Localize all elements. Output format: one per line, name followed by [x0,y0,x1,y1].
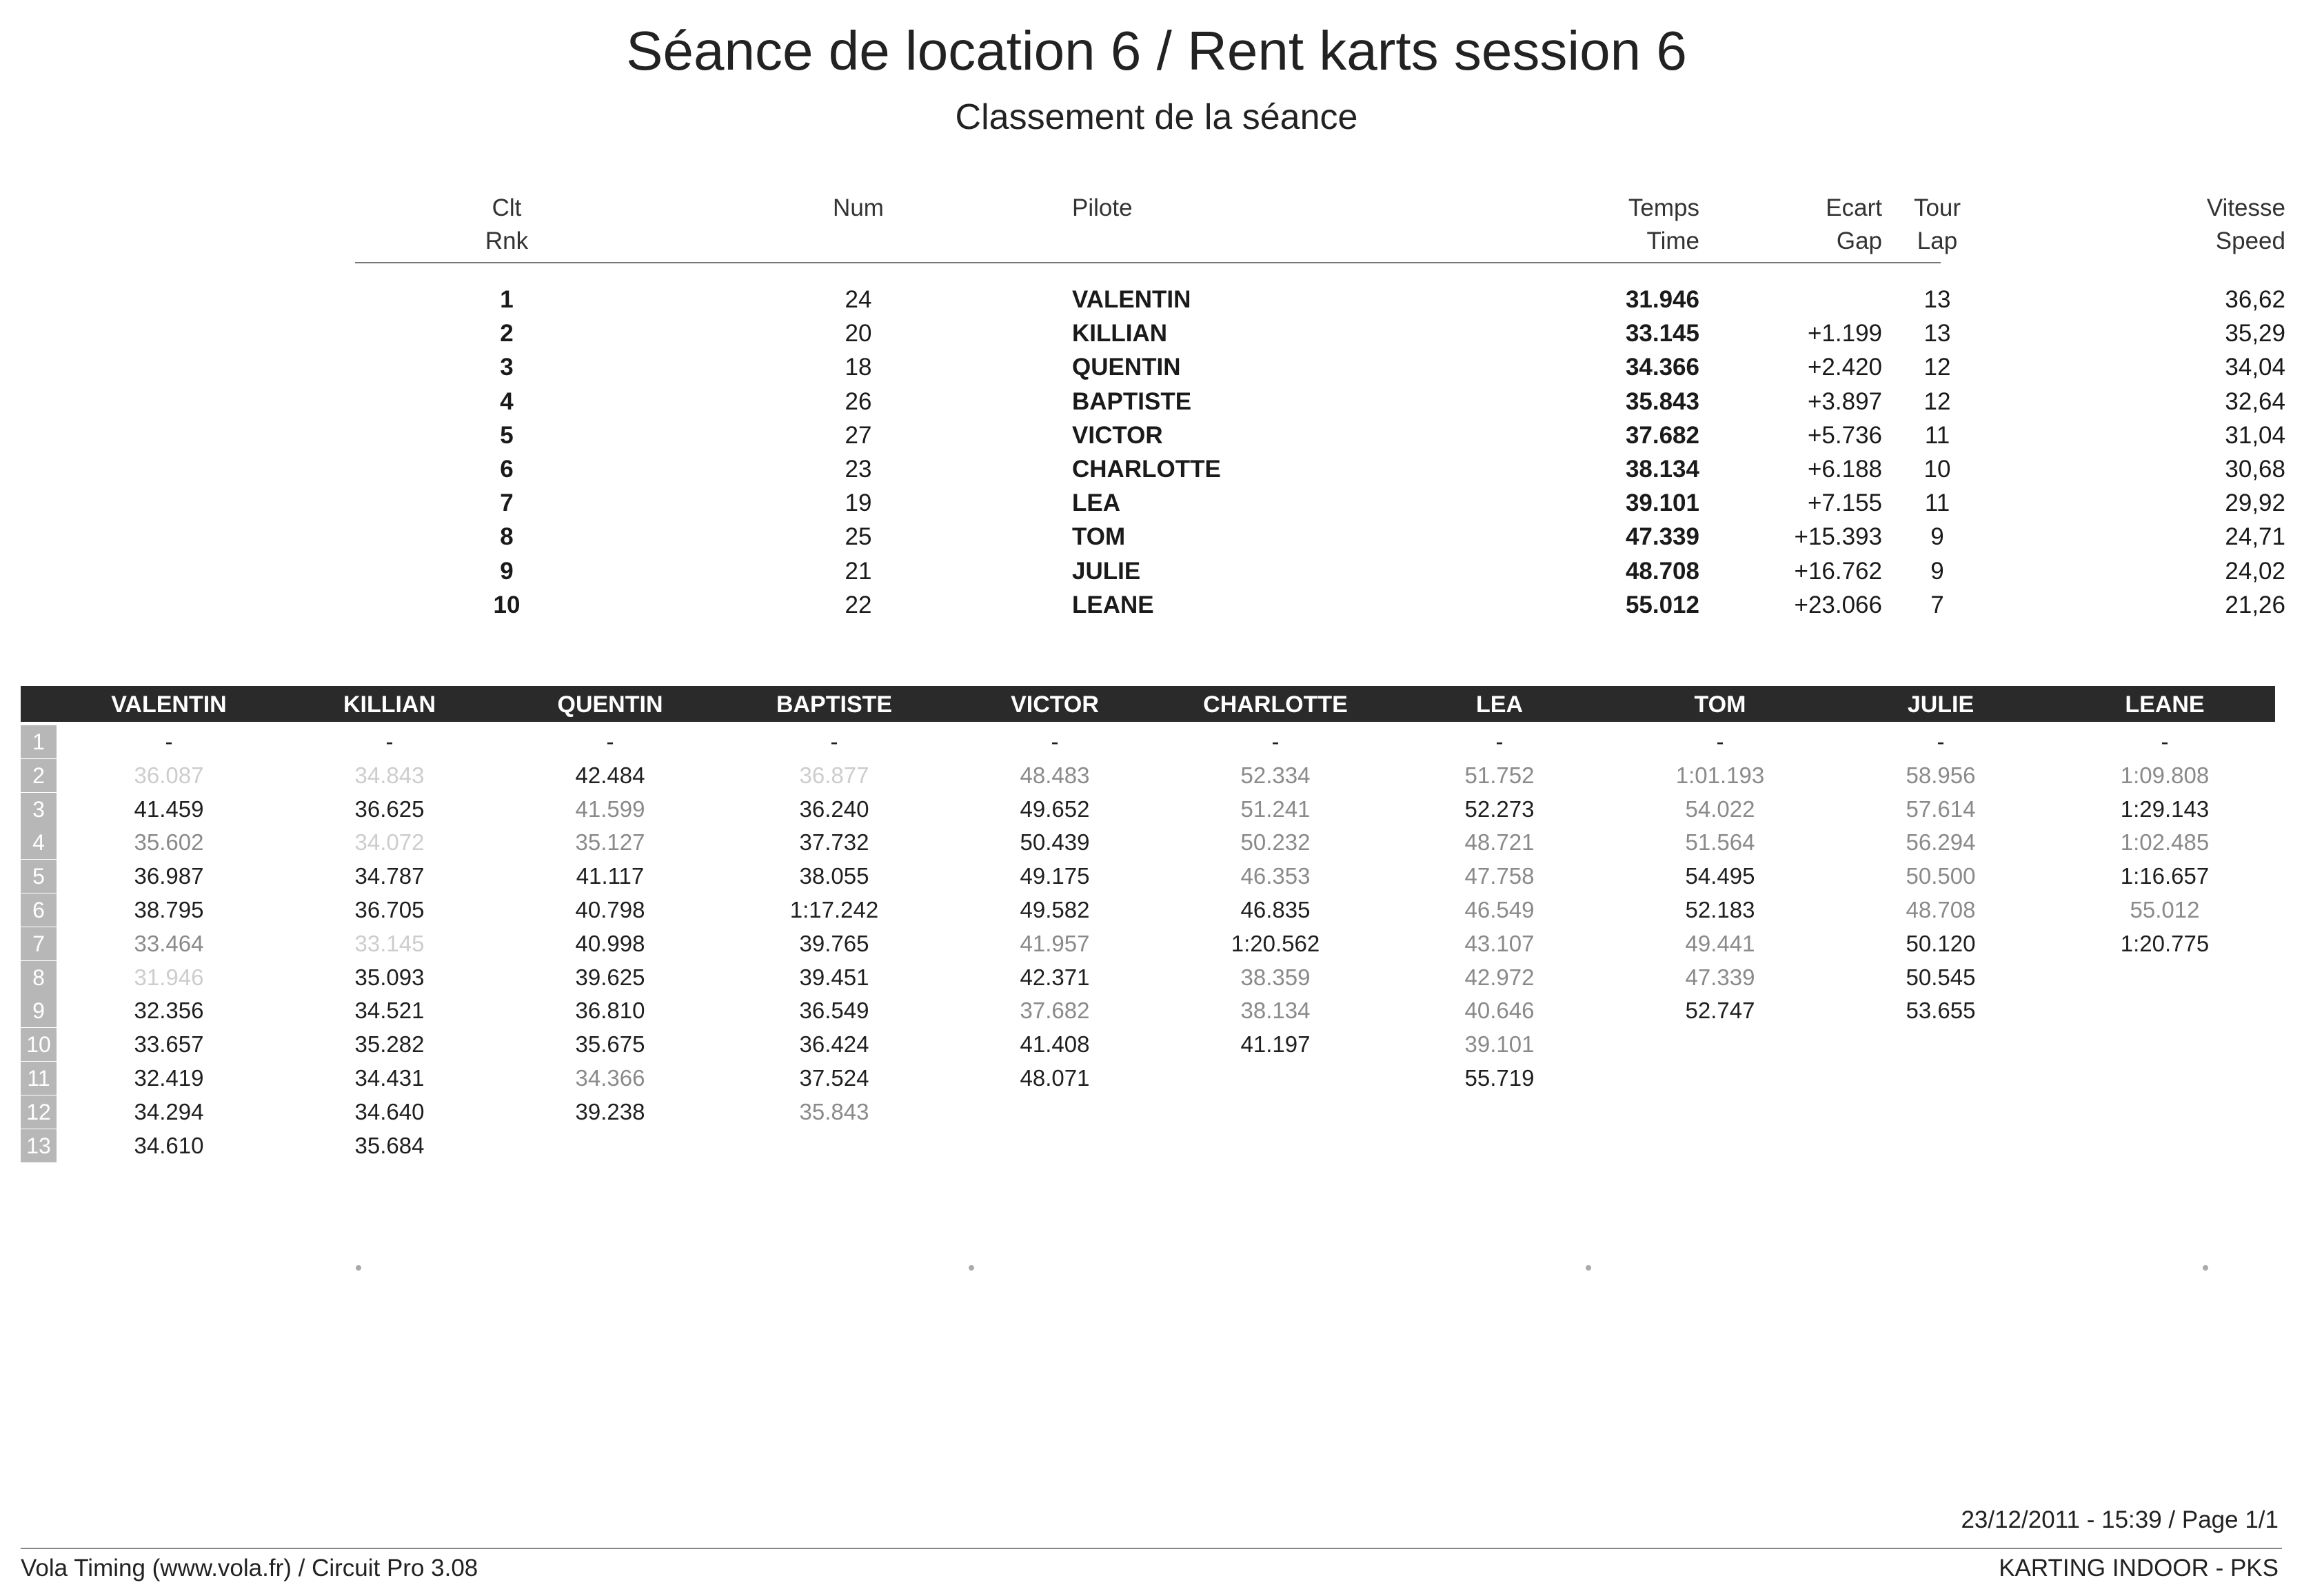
lap-time-cell: 39.238 [575,1098,645,1124]
lap-time-cell: 47.758 [1464,863,1535,889]
lap-time-cell: - [165,729,173,754]
lap-time-cell [1165,1062,1386,1095]
ranking-row [355,489,2285,523]
lap-time-cell: 40.998 [575,930,645,956]
lap-time-cell: 50.232 [1240,829,1311,856]
lap-time-cell: - [1716,729,1724,754]
lap-time-cell: 32.356 [134,998,204,1024]
lap-time-cell: 46.835 [1240,897,1311,922]
lap-time-cell: 34.072 [354,829,425,856]
lap-time-cell [1830,1028,2051,1061]
gap-cell: +5.736 [1807,421,1882,449]
lap-time-cell [945,1095,1165,1129]
lap-count-cell: 12 [1923,354,1951,381]
footer-rule [21,1548,2282,1549]
driver-column-header: LEANE [2125,691,2205,718]
lap-time-cell [1830,1062,2051,1095]
lap-count-cell: 13 [1923,286,1951,313]
lap-time-cell: 39.765 [799,930,869,956]
ranking-row [355,354,2285,387]
speed-cell: 32,64 [2225,387,2285,415]
lap-time-cell: 36.087 [134,762,204,788]
lap-count-cell: 12 [1923,387,1951,415]
speed-cell: 36,62 [2225,286,2285,313]
lap-time-cell: 49.441 [1685,930,1755,956]
lap-time-cell: - [606,729,614,754]
lap-time-cell [2054,1129,2275,1162]
lap-time-cell: 52.747 [1685,998,1755,1024]
lap-time-cell: 42.371 [1020,964,1090,990]
lap-times-header [21,686,2275,722]
lap-time-cell: 36.810 [575,998,645,1024]
lap-count-cell: 11 [1924,489,1950,517]
footer-venue: KARTING INDOOR - PKS [1999,1555,2279,1582]
lap-time-cell: 1:29.143 [2120,796,2210,822]
lap-time-cell: 37.524 [799,1065,869,1091]
lap-time-cell: 41.197 [1240,1031,1311,1058]
number-cell: 24 [845,286,872,313]
lap-number: 1 [21,725,57,758]
lap-number: 12 [21,1095,57,1129]
lap-time-cell: 46.353 [1240,863,1311,889]
ranking-row [355,320,2285,353]
lap-number: 11 [21,1062,57,1095]
pilot-cell: LEANE [1072,591,1154,618]
lap-count-cell: 7 [1930,591,1944,618]
header-speed-en: Speed [2215,228,2285,254]
lap-time-cell: 52.334 [1240,762,1311,788]
driver-column-header: CHARLOTTE [1203,691,1348,718]
lap-number: 13 [21,1129,57,1162]
rank-cell: 6 [500,456,514,483]
header-rule [355,262,1941,263]
gap-cell: +15.393 [1794,523,1882,551]
lap-time-cell: 48.483 [1020,762,1090,788]
lap-time-cell: 47.339 [1685,964,1755,990]
rank-cell: 10 [493,591,521,618]
lap-time-cell [1165,1129,1386,1162]
pilot-cell: QUENTIN [1072,354,1181,381]
lap-time-cell: 38.055 [799,863,869,889]
number-cell: 23 [845,456,872,483]
lap-time-cell: 49.175 [1020,863,1090,889]
gap-cell: +1.199 [1807,320,1882,347]
lap-time-cell [1389,1129,1610,1162]
pilot-cell: VALENTIN [1072,286,1191,313]
lap-time-cell: 34.787 [354,863,425,889]
header-time-fr: Temps [1628,194,1699,221]
lap-count-cell: 10 [1923,456,1951,483]
ranking-row [355,286,2285,319]
lap-time-cell: 36.240 [799,796,869,822]
lap-time-cell: 39.625 [575,964,645,990]
rank-cell: 5 [500,421,514,449]
header-pilot: Pilote [1072,194,1133,221]
header-num: Num [833,194,884,221]
lap-number: 6 [21,893,57,927]
rank-cell: 8 [500,523,514,551]
number-cell: 21 [845,557,872,585]
lap-time-cell: 48.721 [1464,829,1535,856]
lap-time-cell [1830,1095,2051,1129]
punch-hole-mark [356,1265,361,1271]
lap-time-cell: 34.431 [354,1065,425,1091]
lap-time-cell: 49.652 [1020,796,1090,822]
lap-time-cell [2054,1062,2275,1095]
rank-cell: 3 [500,354,514,381]
header-rnk-fr: Clt [492,194,522,221]
rank-cell: 4 [500,387,514,415]
lap-time-cell: 36.987 [134,863,204,889]
time-cell: 48.708 [1625,557,1699,585]
pilot-cell: LEA [1072,489,1120,517]
punch-hole-mark [1586,1265,1591,1271]
header-rnk-en: Rnk [485,228,529,254]
lap-count-cell: 9 [1930,557,1944,585]
number-cell: 27 [845,421,872,449]
gap-cell: +23.066 [1794,591,1882,618]
driver-column-header: KILLIAN [343,691,436,718]
lap-time-cell: 35.282 [354,1031,425,1058]
lap-time-cell: 38.359 [1240,964,1311,990]
lap-time-cell [1610,1028,1830,1061]
number-cell: 19 [845,489,872,517]
lap-time-cell: 55.719 [1464,1065,1535,1091]
lap-time-cell [2054,1095,2275,1129]
lap-time-cell: 35.093 [354,964,425,990]
lap-time-cell: 36.705 [354,897,425,922]
lap-time-cell [1610,1062,1830,1095]
lap-time-cell: 53.655 [1906,998,1976,1024]
speed-cell: 30,68 [2225,456,2285,483]
lap-time-cell: 35.602 [134,829,204,856]
header-gap-en: Gap [1836,228,1882,254]
speed-cell: 35,29 [2225,320,2285,347]
footer-software: Vola Timing (www.vola.fr) / Circuit Pro 3.08 [21,1555,478,1582]
header-time-en: Time [1646,228,1699,254]
lap-time-cell: 35.127 [575,829,645,856]
lap-time-cell: 52.273 [1464,796,1535,822]
time-cell: 37.682 [1625,421,1699,449]
lap-time-cell: 54.022 [1685,796,1755,822]
lap-time-cell: 33.464 [134,930,204,956]
lap-time-cell: 55.012 [2130,897,2200,922]
time-cell: 39.101 [1625,489,1699,517]
lap-number: 7 [21,927,57,960]
lap-time-cell: 31.946 [134,964,204,990]
lap-time-cell: 1:09.808 [2120,762,2210,788]
pilot-cell: JULIE [1072,557,1141,585]
lap-time-cell: 34.640 [354,1098,425,1124]
lap-time-cell: 33.657 [134,1031,204,1058]
lap-time-cell: 32.419 [134,1065,204,1091]
time-cell: 55.012 [1625,591,1699,618]
lap-number: 5 [21,860,57,893]
lap-time-cell [1610,1129,1830,1162]
gap-cell: +16.762 [1794,557,1882,585]
lap-time-cell: 36.549 [799,998,869,1024]
gap-cell: +3.897 [1807,387,1882,415]
driver-column-header: BAPTISTE [776,691,893,718]
lap-time-cell: 41.117 [576,863,645,889]
pilot-cell: VICTOR [1072,421,1163,449]
rank-cell: 7 [500,489,514,517]
lap-time-cell [1165,1095,1386,1129]
lap-count-cell: 13 [1923,320,1951,347]
lap-time-cell: 1:01.193 [1675,762,1765,788]
lap-time-cell: 39.101 [1464,1031,1535,1058]
lap-number: 3 [21,793,57,826]
lap-time-cell [2054,961,2275,994]
lap-time-cell: - [1937,729,1945,754]
lap-time-cell: 33.145 [354,930,425,956]
lap-time-cell: 34.294 [134,1098,204,1124]
number-cell: 25 [845,523,872,551]
lap-time-cell: 51.241 [1240,796,1311,822]
lap-time-cell: - [1271,729,1280,754]
lap-time-cell [2054,1028,2275,1061]
speed-cell: 31,04 [2225,421,2285,449]
lap-time-cell: 34.843 [354,762,425,788]
punch-hole-mark [2203,1265,2208,1271]
driver-column-header: LEA [1476,691,1523,718]
lap-time-cell: - [1051,729,1059,754]
lap-time-cell: 41.459 [134,796,204,822]
punch-hole-mark [969,1265,974,1271]
lap-time-cell: 43.107 [1464,930,1535,956]
ranking-row [355,387,2285,421]
lap-time-cell: 40.646 [1464,998,1535,1024]
lap-time-cell: 41.599 [575,796,645,822]
lap-time-cell: 36.424 [799,1031,869,1058]
lap-number: 2 [21,759,57,792]
page-title: Séance de location 6 / Rent karts session 6 [626,20,1687,81]
lap-time-cell: 50.120 [1906,930,1976,956]
speed-cell: 34,04 [2225,354,2285,381]
ranking-row [355,421,2285,455]
rank-cell: 1 [500,286,514,313]
lap-time-cell: 56.294 [1906,829,1976,856]
rank-cell: 2 [500,320,514,347]
speed-cell: 29,92 [2225,489,2285,517]
lap-time-cell: 58.956 [1906,762,1976,788]
ranking-row [355,456,2285,489]
ranking-row [355,557,2285,591]
lap-time-cell: 41.957 [1020,930,1090,956]
lap-time-cell: 35.843 [799,1098,869,1124]
lap-time-cell: 37.732 [799,829,869,856]
driver-column-header: VICTOR [1011,691,1099,718]
lap-time-cell: 36.877 [799,762,869,788]
lap-time-cell: - [830,729,838,754]
time-cell: 31.946 [1625,286,1699,313]
lap-time-cell: 42.484 [575,762,645,788]
lap-time-cell: 48.708 [1906,897,1976,922]
lap-time-cell [500,1129,720,1162]
lap-time-cell: 54.495 [1685,863,1755,889]
time-cell: 47.339 [1625,523,1699,551]
gap-cell: +6.188 [1807,456,1882,483]
ranking-row [355,591,2285,625]
speed-cell: 21,26 [2225,591,2285,618]
lap-number: 4 [21,826,57,859]
lap-time-cell [1610,1095,1830,1129]
lap-time-cell: 1:02.485 [2120,829,2210,856]
driver-column-header: QUENTIN [557,691,663,718]
speed-cell: 24,02 [2225,557,2285,585]
lap-count-cell: 11 [1924,421,1950,449]
number-cell: 22 [845,591,872,618]
lap-time-cell: 34.521 [354,998,425,1024]
lap-time-cell: 1:20.562 [1231,930,1320,956]
time-cell: 34.366 [1625,354,1699,381]
speed-cell: 24,71 [2225,523,2285,551]
gap-cell: +7.155 [1807,489,1882,517]
lap-time-cell: 35.675 [575,1031,645,1058]
header-gap-fr: Ecart [1826,194,1882,221]
header-lap-fr: Tour [1913,194,1961,221]
pilot-cell: CHARLOTTE [1072,456,1221,483]
pilot-cell: TOM [1072,523,1126,551]
print-date-page: 23/12/2011 - 15:39 / Page 1/1 [1961,1506,2279,1533]
lap-time-cell: 51.564 [1685,829,1755,856]
lap-time-cell: 40.798 [575,897,645,922]
lap-number: 10 [21,1028,57,1061]
lap-number: 8 [21,961,57,994]
time-cell: 38.134 [1625,456,1699,483]
lap-time-cell [945,1129,1165,1162]
header-speed-fr: Vitesse [2206,194,2285,221]
lap-time-cell: 50.545 [1906,964,1976,990]
lap-time-cell: 49.582 [1020,897,1090,922]
lap-time-cell: 34.366 [575,1065,645,1091]
page-subtitle: Classement de la séance [955,97,1358,137]
lap-time-cell: 50.500 [1906,863,1976,889]
lap-time-cell: 38.134 [1240,998,1311,1024]
time-cell: 33.145 [1625,320,1699,347]
header-lap-en: Lap [1917,228,1958,254]
lap-time-cell: 1:17.242 [789,897,879,922]
lap-time-cell [1830,1129,2051,1162]
gap-cell: +2.420 [1807,354,1882,381]
pilot-cell: KILLIAN [1072,320,1168,347]
number-cell: 20 [845,320,872,347]
number-cell: 26 [845,387,872,415]
number-cell: 18 [845,354,872,381]
lap-number: 9 [21,994,57,1027]
lap-time-cell: 37.682 [1020,998,1090,1024]
lap-time-cell [724,1129,945,1162]
lap-time-cell: - [2161,729,2169,754]
lap-time-cell: 1:16.657 [2120,863,2210,889]
lap-time-cell: 46.549 [1464,897,1535,922]
lap-time-cell: 36.625 [354,796,425,822]
lap-time-cell: 42.972 [1464,964,1535,990]
lap-time-cell: 52.183 [1685,897,1755,922]
lap-time-cell: 38.795 [134,897,204,922]
pilot-cell: BAPTISTE [1072,387,1192,415]
driver-column-header: JULIE [1907,691,1974,718]
lap-time-cell: 48.071 [1020,1065,1090,1091]
lap-time-cell: 34.610 [134,1132,204,1158]
rank-cell: 9 [500,557,514,585]
lap-time-cell: 1:20.775 [2120,930,2210,956]
lap-time-cell: 35.684 [354,1132,425,1158]
lap-count-cell: 9 [1930,523,1944,551]
lap-time-cell: 57.614 [1906,796,1976,822]
lap-time-cell: 50.439 [1020,829,1090,856]
time-cell: 35.843 [1625,387,1699,415]
lap-time-cell: 51.752 [1464,762,1535,788]
lap-time-cell: 39.451 [799,964,869,990]
lap-time-cell: - [385,729,394,754]
driver-column-header: VALENTIN [111,691,227,718]
ranking-row [355,523,2285,556]
lap-time-cell: 41.408 [1020,1031,1090,1058]
lap-time-cell: - [1495,729,1504,754]
driver-column-header: TOM [1694,691,1746,718]
lap-time-cell [2054,994,2275,1027]
lap-time-cell [1389,1095,1610,1129]
